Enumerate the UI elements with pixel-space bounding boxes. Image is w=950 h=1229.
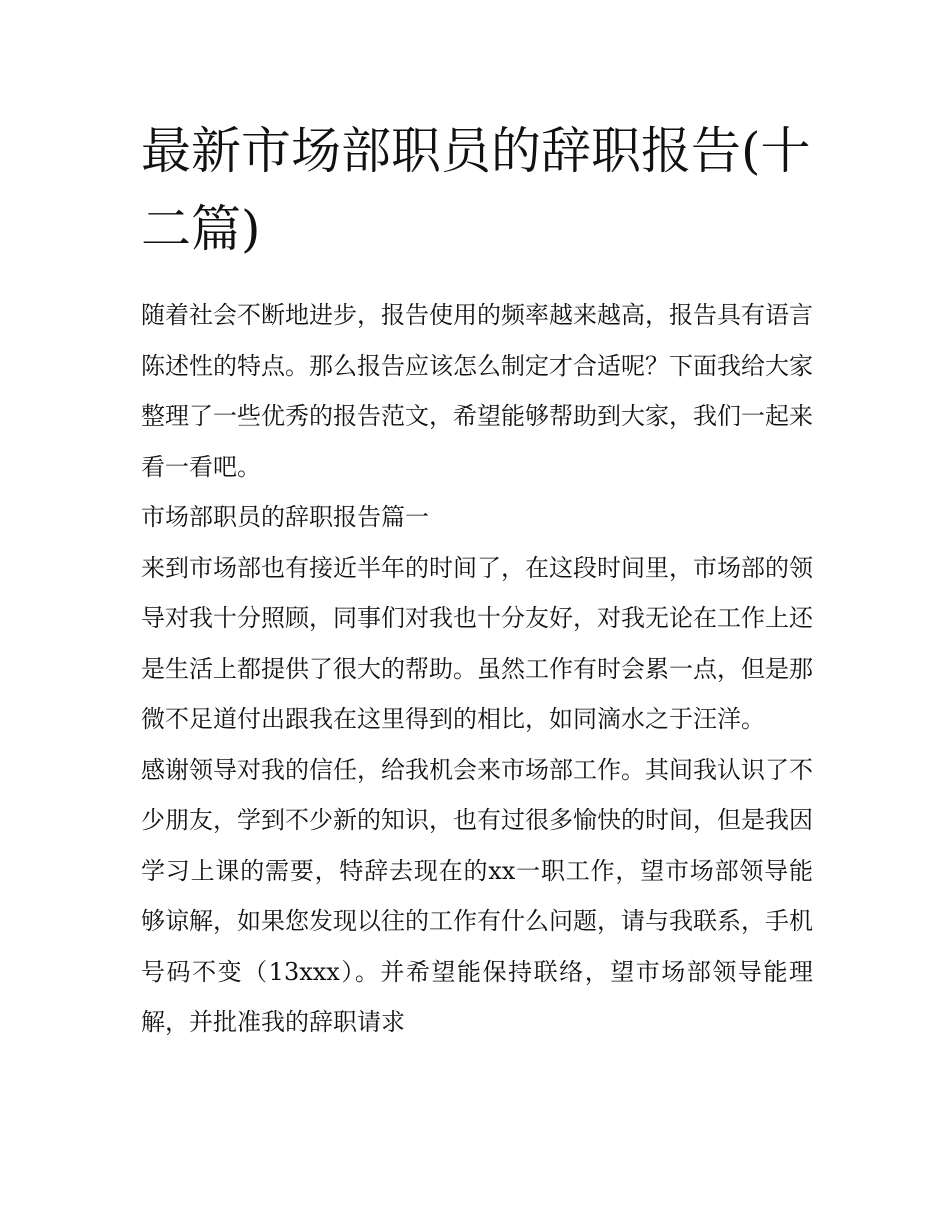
document-page: [141, 112, 813, 1048]
body-paragraph-2: 感谢领导对我的信任，给我机会来市场部工作。其间我认识了不少朋友，学到不少新的知识，也有过很多愉快的时间，但是我因学习上课的需要，特辞去现在的xx一职工作，望市场部领导能够谅解，如果您发现以往的工作有什么问题，请与我联系，手机号码不变（13xxx）。并希望能保持联络，望市场部领导能理解，并批准我的辞职请求: [141, 755, 813, 1036]
document-body: [141, 290, 813, 1048]
section-heading: 市场部职员的辞职报告篇一: [141, 503, 429, 531]
body-paragraph-1: 来到市场部也有接近半年的时间了，在这段时间里，市场部的领导对我十分照顾，同事们对我也十分友好，对我无论在工作上还是生活上都提供了很大的帮助。虽然工作有时会累一点，但是那微不足道付出跟我在这里得到的相比，如同滴水之于汪洋。: [141, 553, 813, 733]
intro-paragraph: 随着社会不断地进步，报告使用的频率越来越高，报告具有语言陈述性的特点。那么报告应该怎么制定才合适呢？下面我给大家整理了一些优秀的报告范文，希望能够帮助到大家，我们一起来看一看吧。: [141, 301, 813, 481]
document-title: 最新市场部职员的辞职报告(十二篇): [141, 122, 811, 258]
